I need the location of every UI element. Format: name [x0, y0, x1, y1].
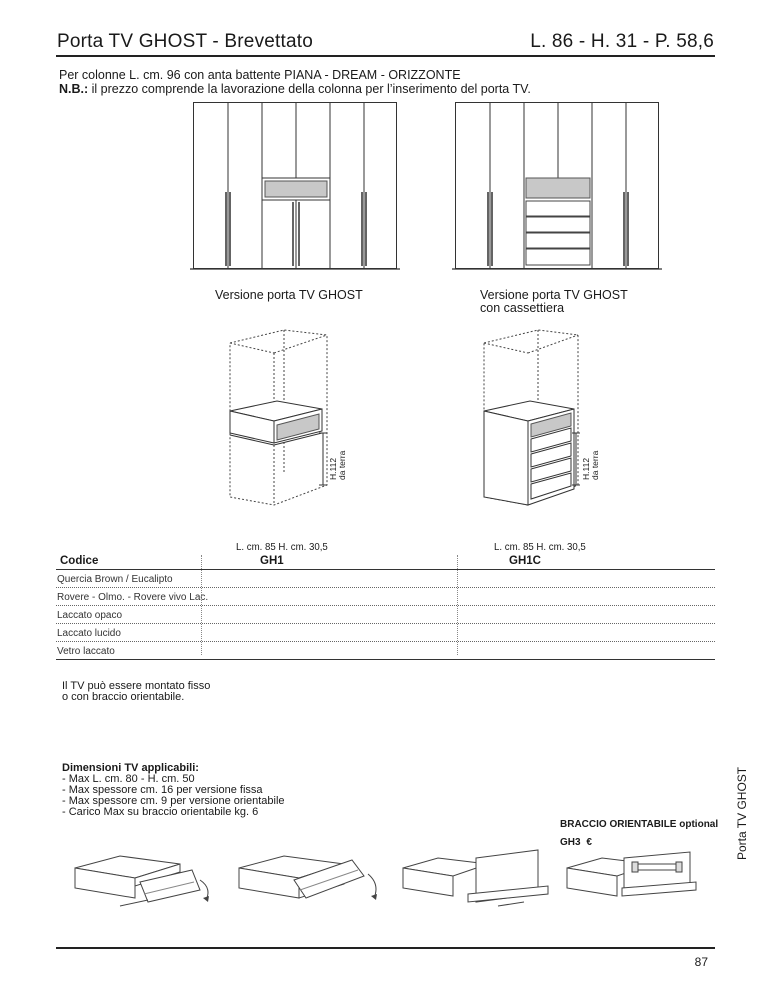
nb-label: N.B.: [59, 82, 89, 96]
table-row [56, 606, 715, 624]
version-caption-1 [215, 289, 363, 302]
dims-gh1: L. cm. 85 H. cm. 30,5 [236, 541, 328, 553]
price-table [56, 555, 715, 660]
row-label: Vetro laccato [57, 646, 115, 657]
height-label-1 [329, 451, 347, 480]
tv-dimensions-note [62, 763, 285, 818]
table-header [56, 555, 715, 570]
dims-gh1c: L. cm. 85 H. cm. 30,5 [494, 541, 586, 553]
table-row [56, 624, 715, 642]
height-value-2: H.112 [581, 457, 591, 480]
tv-mount-line2: o con braccio orientabile. [62, 691, 185, 703]
column-divider [201, 555, 202, 655]
version-caption-2 [480, 289, 628, 315]
intro-nb [59, 82, 531, 96]
tv-dims-item: - Max spessore cm. 9 per versione orientabile [62, 795, 285, 807]
column-gh1c: GH1C [509, 555, 541, 567]
row-label: Rovere - Olmo. - Rovere vivo Lac. [57, 592, 209, 603]
illustration-swivel-arm [562, 850, 712, 910]
height-label-2 [582, 451, 600, 480]
version-caption-2-line2: con cassettiera [480, 301, 565, 315]
row-label: Quercia Brown / Eucalipto [57, 574, 173, 585]
arm-code: GH3 [560, 837, 581, 848]
column-gh1: GH1 [260, 555, 284, 567]
height-sub-2: da terra [590, 450, 600, 480]
tv-dims-item: - Max L. cm. 80 - H. cm. 50 [62, 773, 195, 785]
product-dimensions: L. 86 - H. 31 - P. 58,6 [530, 31, 714, 52]
isometric-ghost-drawers [478, 325, 608, 525]
arm-title: BRACCIO ORIENTABILE optional [560, 819, 719, 830]
version-caption-2-line1: Versione porta TV GHOST [480, 288, 628, 302]
tv-dims-title: Dimensioni TV applicabili: [62, 762, 199, 774]
arm-code-line [560, 837, 592, 848]
column-divider [457, 555, 458, 655]
table-row [56, 642, 715, 660]
illustration-pull-out [70, 850, 220, 910]
isometric-ghost [222, 325, 352, 525]
tv-mount-line1: Il TV può essere montato fisso [62, 680, 211, 692]
side-label: Porta TV GHOST [735, 766, 749, 860]
table-row [56, 570, 715, 588]
table-row [56, 588, 715, 606]
footer-rule [56, 947, 715, 949]
euro-icon: € [586, 837, 592, 848]
nb-text: il prezzo comprende la lavorazione della colonna per l’inserimento del porta TV. [88, 82, 531, 96]
code-header: Codice [60, 555, 99, 567]
header-rule [56, 55, 715, 57]
tv-dims-item: - Carico Max su braccio orientabile kg. 6 [62, 806, 259, 818]
version-caption-1-line1: Versione porta TV GHOST [215, 288, 363, 302]
illustration-panel [398, 850, 548, 910]
page-number: 87 [694, 955, 708, 969]
height-value-1: H.112 [328, 457, 338, 480]
height-sub-1: da terra [337, 450, 347, 480]
page-title: Porta TV GHOST - Brevettato [57, 31, 314, 52]
row-label: Laccato opaco [57, 610, 123, 621]
wardrobe-front-ghost [193, 102, 411, 272]
illustration-tilt [234, 850, 384, 910]
intro-text [59, 68, 531, 96]
row-label: Laccato lucido [57, 628, 121, 639]
intro-line1: Per colonne L. cm. 96 con anta battente PIANA - DREAM - ORIZZONTE [59, 68, 461, 82]
tv-dims-item: - Max spessore cm. 16 per versione fissa [62, 784, 263, 796]
tv-mount-note [62, 681, 210, 703]
wardrobe-front-ghost-drawers [455, 102, 673, 272]
